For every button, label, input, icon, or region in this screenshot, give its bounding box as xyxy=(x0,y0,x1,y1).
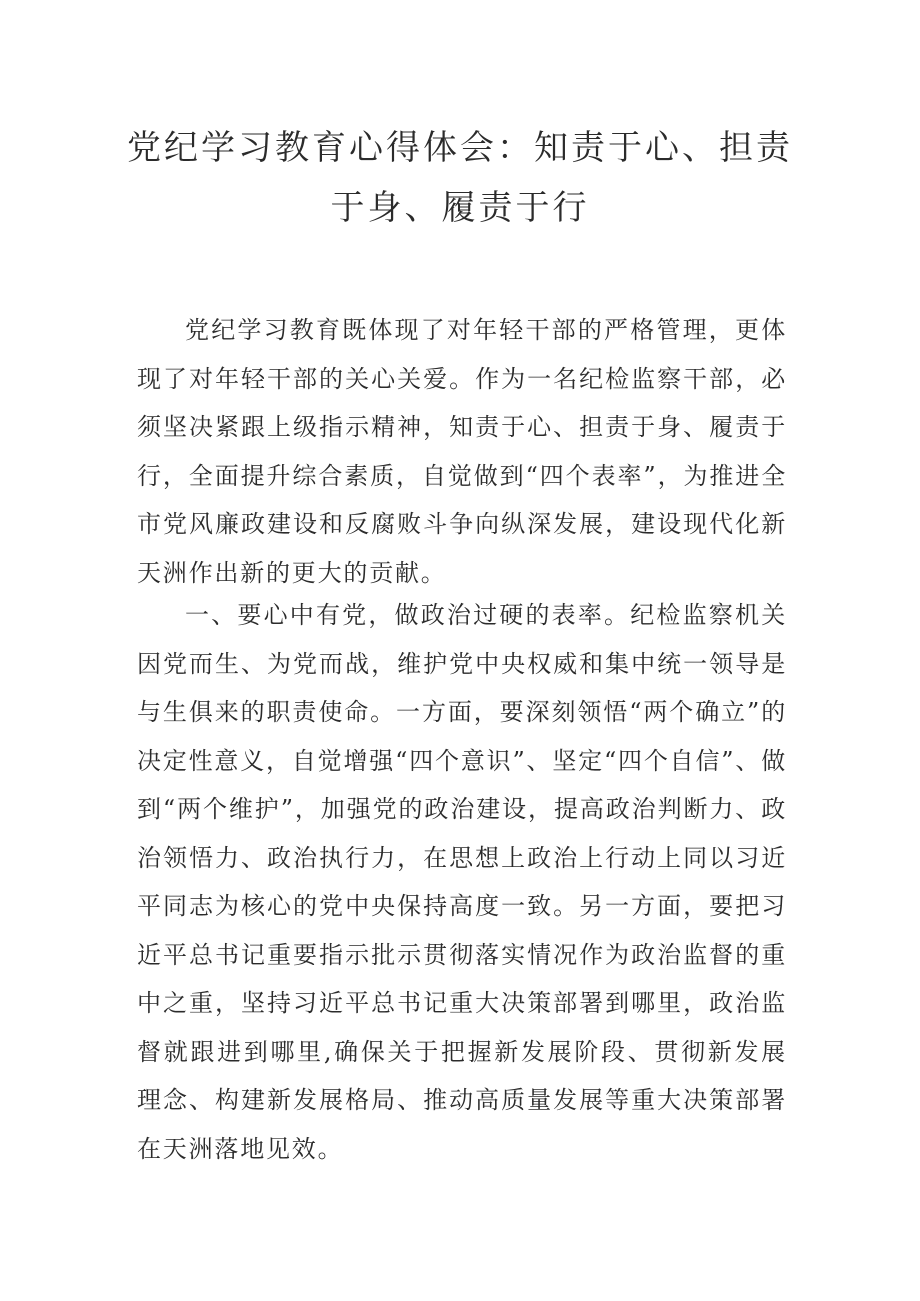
paragraph-intro: 党纪学习教育既体现了对年轻干部的严格管理，更体现了对年轻干部的关心关爱。作为一名纪检监察干部，必须坚决紧跟上级指示精神，知责于心、担责于身、履责于行，全面提升综合素质，自觉做到“四个表率”，为推进全市党风廉政建设和反腐败斗争向纵深发展，建设现代化新天洲作出新的更大的贡献。 xyxy=(137,316,787,587)
paragraph-section-one: 一、要心中有党，做政治过硬的表率。纪检监察机关因党而生、为党而战，维护党中央权威和集中统一领导是与生俱来的职责使命。一方面，要深刻领悟“两个确立”的决定性意义，自觉增强“四个意识”、坚定“四个自信”、做到“两个维护”，加强党的政治建设，提高政治判断力、政治领悟力、政治执行力，在思想上政治上行动上同以习近平同志为核心的党中央保持高度一致。另一方面，要把习近平总书记重要指示批示贯彻落实情况作为政治监督的重中之重，坚持习近平总书记重大决策部署到哪里，政治监督就跟进到哪里,确保关于把握新发展阶段、贯彻新发展理念、构建新发展格局、推动高质量发展等重大决策部署在天洲落地见效。 xyxy=(137,601,787,1163)
document-title: 党纪学习教育心得体会：知责于心、担责于身、履责于行 xyxy=(127,128,793,228)
